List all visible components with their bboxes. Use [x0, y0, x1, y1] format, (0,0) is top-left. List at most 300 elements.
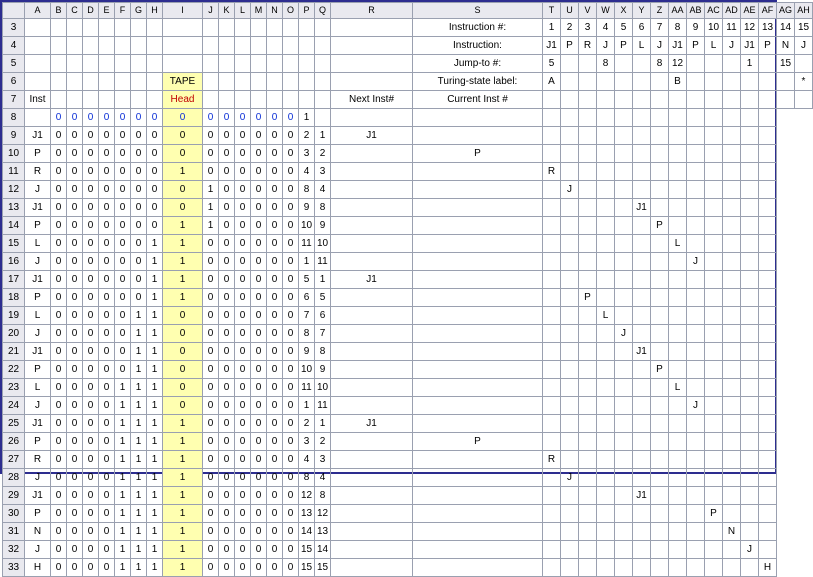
head-cell[interactable]: 0 [163, 181, 203, 199]
tape-cell-4[interactable]: 0 [99, 163, 115, 181]
next-instruction[interactable]: 8 [299, 325, 315, 343]
row-instruction[interactable]: P [25, 145, 51, 163]
state-mark-AE[interactable] [705, 469, 723, 487]
column-header-K[interactable]: K [219, 3, 235, 19]
state-mark-AD[interactable] [687, 325, 705, 343]
state-mark-AE[interactable] [705, 127, 723, 145]
state-mark-U[interactable] [413, 541, 543, 559]
tape-cell-6[interactable]: 0 [131, 271, 147, 289]
tape-cell-1[interactable]: 0 [51, 127, 67, 145]
state-mark-Z[interactable] [615, 199, 633, 217]
row-header-10[interactable]: 10 [3, 145, 25, 163]
state-mark-W[interactable]: J [561, 469, 579, 487]
cell-blank[interactable] [299, 73, 315, 91]
instruction-number-AH[interactable]: 15 [795, 19, 813, 37]
state-mark-W[interactable] [561, 145, 579, 163]
next-instruction[interactable]: 15 [299, 541, 315, 559]
table-row[interactable] [3, 127, 813, 145]
state-mark-AC[interactable] [669, 523, 687, 541]
state-mark-AF[interactable] [723, 361, 741, 379]
state-mark-AD[interactable] [687, 145, 705, 163]
head-cell[interactable]: 0 [163, 307, 203, 325]
state-mark-X[interactable] [579, 469, 597, 487]
current-instruction[interactable]: 13 [315, 523, 331, 541]
cell-blank[interactable] [219, 91, 235, 109]
table-row[interactable] [3, 487, 813, 505]
tape-cell-12[interactable]: 0 [251, 505, 267, 523]
state-mark-AE[interactable] [705, 487, 723, 505]
tape-cell-1[interactable]: 0 [51, 379, 67, 397]
state-mark-AH[interactable] [759, 433, 777, 451]
column-header-AG[interactable]: AG [777, 3, 795, 19]
state-mark-AD[interactable] [687, 379, 705, 397]
tape-cell-12[interactable]: 0 [251, 469, 267, 487]
state-mark-X[interactable] [579, 307, 597, 325]
tape-cell-11[interactable]: 0 [235, 325, 251, 343]
state-mark-AA[interactable] [633, 307, 651, 325]
jump-to-AD[interactable] [723, 55, 741, 73]
state-mark-AE[interactable] [705, 181, 723, 199]
state-mark-U[interactable] [413, 271, 543, 289]
cell-blank-X[interactable] [615, 91, 633, 109]
cell-blank[interactable] [25, 73, 51, 91]
tape-cell-10[interactable]: 0 [219, 451, 235, 469]
tape-cell-2[interactable]: 0 [67, 253, 83, 271]
table-row[interactable] [3, 325, 813, 343]
tape-cell-6[interactable]: 0 [131, 109, 147, 127]
tape-cell-14[interactable]: 0 [283, 235, 299, 253]
state-mark-AH[interactable]: H [759, 559, 777, 577]
table-row[interactable] [3, 307, 813, 325]
tape-cell-4[interactable]: 0 [99, 487, 115, 505]
jump-to-AB[interactable] [687, 55, 705, 73]
state-mark-AB[interactable] [651, 235, 669, 253]
tape-cell-13[interactable]: 0 [267, 253, 283, 271]
state-mark-AA[interactable] [633, 145, 651, 163]
state-mark-U[interactable] [413, 505, 543, 523]
state-mark-AG[interactable] [741, 361, 759, 379]
current-instruction[interactable] [315, 109, 331, 127]
state-mark-Y[interactable] [597, 271, 615, 289]
state-mark-AC[interactable] [669, 397, 687, 415]
state-mark-AE[interactable] [705, 433, 723, 451]
state-mark-Z[interactable] [615, 289, 633, 307]
state-mark-AG[interactable] [741, 127, 759, 145]
state-mark-AD[interactable] [687, 523, 705, 541]
current-instruction[interactable]: 5 [315, 289, 331, 307]
state-mark-AB[interactable] [651, 487, 669, 505]
tape-cell-6[interactable]: 0 [131, 289, 147, 307]
tape-cell-1[interactable]: 0 [51, 235, 67, 253]
state-mark-AB[interactable] [651, 415, 669, 433]
tape-cell-1[interactable]: 0 [51, 397, 67, 415]
state-mark-V[interactable] [543, 469, 561, 487]
current-instruction[interactable]: 8 [315, 487, 331, 505]
state-mark-Y[interactable] [597, 433, 615, 451]
instruction-number-V[interactable]: 3 [579, 19, 597, 37]
tape-cell-2[interactable]: 0 [67, 523, 83, 541]
state-mark-AG[interactable] [741, 163, 759, 181]
turing-state-W[interactable] [597, 73, 615, 91]
tape-cell-2[interactable]: 0 [67, 307, 83, 325]
tape-cell-3[interactable]: 0 [83, 559, 99, 577]
tape-cell-3[interactable]: 0 [83, 235, 99, 253]
state-mark-AA[interactable] [633, 325, 651, 343]
state-mark-AF[interactable] [723, 451, 741, 469]
state-mark-AD[interactable] [687, 361, 705, 379]
tape-cell-10[interactable]: 0 [219, 433, 235, 451]
state-mark-V[interactable] [543, 541, 561, 559]
state-mark-AD[interactable] [687, 505, 705, 523]
state-mark-AC[interactable]: L [669, 379, 687, 397]
column-header-D[interactable]: D [83, 3, 99, 19]
row-instruction[interactable]: H [25, 559, 51, 577]
state-mark-W[interactable] [561, 415, 579, 433]
current-instruction[interactable]: 1 [315, 271, 331, 289]
tape-cell-2[interactable]: 0 [67, 127, 83, 145]
state-mark-AA[interactable] [633, 469, 651, 487]
state-mark-Z[interactable] [615, 559, 633, 577]
tape-cell-14[interactable]: 0 [283, 217, 299, 235]
state-mark-Y[interactable] [597, 523, 615, 541]
column-header-AE[interactable]: AE [741, 3, 759, 19]
state-mark-Y[interactable] [597, 379, 615, 397]
state-mark-AB[interactable] [651, 559, 669, 577]
tape-cell-7[interactable]: 1 [147, 253, 163, 271]
table-row[interactable] [3, 415, 813, 433]
cell-blank-W[interactable] [597, 91, 615, 109]
tape-cell-7[interactable]: 1 [147, 523, 163, 541]
state-mark-AG[interactable] [741, 181, 759, 199]
column-header-Z[interactable]: Z [651, 3, 669, 19]
state-mark-AF[interactable] [723, 199, 741, 217]
tape-cell-5[interactable]: 0 [115, 307, 131, 325]
tape-cell-10[interactable]: 0 [219, 415, 235, 433]
state-mark-Y[interactable] [597, 127, 615, 145]
current-instruction[interactable]: 4 [315, 181, 331, 199]
state-mark-AD[interactable] [687, 469, 705, 487]
tape-cell-13[interactable]: 0 [267, 307, 283, 325]
tape-cell-12[interactable]: 0 [251, 235, 267, 253]
cell-blank[interactable] [315, 19, 331, 37]
head-cell[interactable]: 1 [163, 253, 203, 271]
tape-cell-3[interactable]: 0 [83, 163, 99, 181]
state-mark-W[interactable] [561, 523, 579, 541]
state-mark-T[interactable] [331, 469, 413, 487]
tape-cell-12[interactable]: 0 [251, 181, 267, 199]
tape-cell-13[interactable]: 0 [267, 235, 283, 253]
column-header-AB[interactable]: AB [687, 3, 705, 19]
tape-cell-4[interactable]: 0 [99, 343, 115, 361]
cell-blank[interactable] [131, 55, 147, 73]
state-mark-AD[interactable] [687, 451, 705, 469]
row-instruction[interactable]: J [25, 469, 51, 487]
jump-to-AF[interactable] [759, 55, 777, 73]
state-mark-W[interactable] [561, 217, 579, 235]
turing-state-U[interactable] [561, 73, 579, 91]
tape-cell-11[interactable]: 0 [235, 289, 251, 307]
row-instruction[interactable]: J1 [25, 343, 51, 361]
tape-cell-3[interactable]: 0 [83, 523, 99, 541]
state-mark-AD[interactable] [687, 217, 705, 235]
row-header-12[interactable]: 12 [3, 181, 25, 199]
turing-state-AC[interactable] [705, 73, 723, 91]
tape-cell-7[interactable]: 1 [147, 487, 163, 505]
next-instruction[interactable]: 14 [299, 523, 315, 541]
state-mark-U[interactable] [413, 199, 543, 217]
current-instruction[interactable]: 7 [315, 325, 331, 343]
state-mark-AF[interactable] [723, 253, 741, 271]
current-instruction[interactable]: 2 [315, 433, 331, 451]
tape-cell-14[interactable]: 0 [283, 181, 299, 199]
state-mark-W[interactable] [561, 505, 579, 523]
state-mark-V[interactable] [543, 199, 561, 217]
tape-cell-1[interactable]: 0 [51, 145, 67, 163]
tape-cell-11[interactable]: 0 [235, 163, 251, 181]
cell-blank[interactable] [83, 73, 99, 91]
state-mark-AB[interactable] [651, 199, 669, 217]
tape-cell-3[interactable]: 0 [83, 451, 99, 469]
tape-cell-9[interactable]: 0 [203, 361, 219, 379]
state-mark-AC[interactable] [669, 451, 687, 469]
head-cell[interactable]: 0 [163, 361, 203, 379]
tape-cell-4[interactable]: 0 [99, 361, 115, 379]
state-mark-Z[interactable] [615, 217, 633, 235]
cell-blank[interactable] [331, 73, 413, 91]
tape-cell-5[interactable]: 0 [115, 127, 131, 145]
state-mark-AC[interactable]: L [669, 235, 687, 253]
tape-cell-12[interactable]: 0 [251, 397, 267, 415]
cell-blank[interactable] [115, 55, 131, 73]
tape-cell-5[interactable]: 1 [115, 397, 131, 415]
state-mark-AA[interactable] [633, 271, 651, 289]
jump-to-AA[interactable]: 12 [669, 55, 687, 73]
state-mark-AH[interactable] [759, 253, 777, 271]
tape-cell-4[interactable]: 0 [99, 541, 115, 559]
head-cell[interactable]: 0 [163, 397, 203, 415]
state-mark-AC[interactable] [669, 289, 687, 307]
next-instruction[interactable]: 4 [299, 163, 315, 181]
tape-cell-2[interactable]: 0 [67, 397, 83, 415]
tape-cell-1[interactable]: 0 [51, 415, 67, 433]
tape-cell-12[interactable]: 0 [251, 487, 267, 505]
instruction-number-AE[interactable]: 12 [741, 19, 759, 37]
state-mark-AC[interactable] [669, 559, 687, 577]
tape-cell-9[interactable]: 0 [203, 415, 219, 433]
tape-cell-1[interactable]: 0 [51, 361, 67, 379]
tape-cell-14[interactable]: 0 [283, 163, 299, 181]
tape-cell-6[interactable]: 0 [131, 253, 147, 271]
tape-cell-1[interactable]: 0 [51, 253, 67, 271]
state-mark-AF[interactable] [723, 397, 741, 415]
turing-state-T[interactable]: A [543, 73, 561, 91]
state-mark-X[interactable]: P [579, 289, 597, 307]
state-mark-Z[interactable] [615, 523, 633, 541]
tape-cell-14[interactable]: 0 [283, 271, 299, 289]
state-mark-AE[interactable] [705, 307, 723, 325]
state-mark-AF[interactable] [723, 325, 741, 343]
state-mark-AB[interactable] [651, 253, 669, 271]
state-mark-U[interactable] [413, 109, 543, 127]
tape-cell-14[interactable]: 0 [283, 109, 299, 127]
cell-blank[interactable] [235, 19, 251, 37]
cell-blank[interactable] [83, 55, 99, 73]
state-mark-AB[interactable] [651, 127, 669, 145]
state-mark-U[interactable] [413, 289, 543, 307]
row-instruction[interactable]: R [25, 451, 51, 469]
state-mark-AF[interactable] [723, 487, 741, 505]
state-mark-X[interactable] [579, 163, 597, 181]
state-mark-AF[interactable] [723, 217, 741, 235]
cell-blank[interactable] [51, 91, 67, 109]
tape-cell-14[interactable]: 0 [283, 253, 299, 271]
state-mark-AC[interactable] [669, 343, 687, 361]
state-mark-AA[interactable] [633, 253, 651, 271]
state-mark-V[interactable] [543, 271, 561, 289]
tape-cell-14[interactable]: 0 [283, 307, 299, 325]
jump-to-AG[interactable]: 15 [777, 55, 795, 73]
tape-cell-4[interactable]: 0 [99, 397, 115, 415]
tape-cell-4[interactable]: 0 [99, 433, 115, 451]
state-mark-AB[interactable] [651, 145, 669, 163]
state-mark-AH[interactable] [759, 271, 777, 289]
state-mark-U[interactable]: P [413, 433, 543, 451]
tape-cell-4[interactable]: 0 [99, 181, 115, 199]
tape-cell-12[interactable]: 0 [251, 541, 267, 559]
tape-cell-5[interactable]: 1 [115, 469, 131, 487]
state-mark-AG[interactable] [741, 415, 759, 433]
instruction-U[interactable]: P [561, 37, 579, 55]
tape-cell-2[interactable]: 0 [67, 487, 83, 505]
state-mark-V[interactable] [543, 379, 561, 397]
tape-cell-4[interactable]: 0 [99, 271, 115, 289]
state-mark-AD[interactable] [687, 289, 705, 307]
instruction-AF[interactable]: P [759, 37, 777, 55]
state-mark-AG[interactable] [741, 235, 759, 253]
tape-cell-10[interactable]: 0 [219, 523, 235, 541]
cell-blank[interactable] [67, 73, 83, 91]
tape-cell-5[interactable]: 1 [115, 505, 131, 523]
state-mark-X[interactable] [579, 541, 597, 559]
tape-cell-4[interactable]: 0 [99, 559, 115, 577]
state-mark-AC[interactable] [669, 505, 687, 523]
cell-blank[interactable] [25, 19, 51, 37]
spreadsheet-grid[interactable] [2, 2, 813, 577]
cell-blank[interactable] [299, 55, 315, 73]
tape-cell-5[interactable]: 1 [115, 433, 131, 451]
state-mark-W[interactable] [561, 109, 579, 127]
state-mark-AA[interactable] [633, 127, 651, 145]
tape-cell-5[interactable]: 1 [115, 415, 131, 433]
grid-corner[interactable] [3, 3, 25, 19]
tape-cell-7[interactable]: 1 [147, 271, 163, 289]
tape-cell-2[interactable]: 0 [67, 325, 83, 343]
row-header-22[interactable]: 22 [3, 361, 25, 379]
cell-blank-AA[interactable] [669, 91, 687, 109]
tape-cell-12[interactable]: 0 [251, 415, 267, 433]
tape-cell-10[interactable]: 0 [219, 343, 235, 361]
tape-cell-5[interactable]: 1 [115, 559, 131, 577]
state-mark-W[interactable]: J [561, 181, 579, 199]
row-instruction[interactable]: J [25, 253, 51, 271]
state-mark-X[interactable] [579, 433, 597, 451]
row-header-29[interactable]: 29 [3, 487, 25, 505]
state-mark-AE[interactable] [705, 325, 723, 343]
state-mark-T[interactable] [331, 379, 413, 397]
state-mark-Z[interactable] [615, 433, 633, 451]
state-mark-AA[interactable] [633, 379, 651, 397]
tape-cell-14[interactable]: 0 [283, 487, 299, 505]
tape-cell-14[interactable]: 0 [283, 541, 299, 559]
cell-blank[interactable] [219, 55, 235, 73]
state-mark-X[interactable] [579, 217, 597, 235]
tape-cell-14[interactable]: 0 [283, 415, 299, 433]
head-cell[interactable]: 0 [163, 199, 203, 217]
row-header-19[interactable]: 19 [3, 307, 25, 325]
tape-cell-1[interactable]: 0 [51, 343, 67, 361]
column-header-W[interactable]: W [597, 3, 615, 19]
jump-to-X[interactable] [615, 55, 633, 73]
tape-cell-14[interactable]: 0 [283, 523, 299, 541]
state-mark-AG[interactable] [741, 379, 759, 397]
tape-cell-14[interactable]: 0 [283, 325, 299, 343]
state-mark-AF[interactable] [723, 145, 741, 163]
tape-cell-1[interactable]: 0 [51, 523, 67, 541]
state-mark-AF[interactable] [723, 127, 741, 145]
state-mark-Z[interactable]: J [615, 325, 633, 343]
turing-state-Y[interactable] [633, 73, 651, 91]
instruction-AC[interactable]: L [705, 37, 723, 55]
instruction-W[interactable]: J [597, 37, 615, 55]
tape-cell-2[interactable]: 0 [67, 379, 83, 397]
tape-cell-3[interactable]: 0 [83, 469, 99, 487]
row-instruction[interactable]: J1 [25, 127, 51, 145]
state-mark-V[interactable] [543, 253, 561, 271]
state-mark-AE[interactable] [705, 289, 723, 307]
row-instruction[interactable] [25, 109, 51, 127]
column-header-I[interactable]: I [163, 3, 203, 19]
tape-cell-13[interactable]: 0 [267, 505, 283, 523]
next-instruction[interactable]: 8 [299, 469, 315, 487]
state-mark-AF[interactable] [723, 163, 741, 181]
state-mark-AE[interactable] [705, 379, 723, 397]
state-mark-X[interactable] [579, 253, 597, 271]
tape-cell-3[interactable]: 0 [83, 181, 99, 199]
next-instruction[interactable]: 1 [299, 397, 315, 415]
head-cell[interactable]: 1 [163, 505, 203, 523]
cell-blank[interactable] [299, 37, 315, 55]
tape-cell-1[interactable]: 0 [51, 307, 67, 325]
instruction-AE[interactable]: J1 [741, 37, 759, 55]
current-instruction[interactable]: 15 [315, 559, 331, 577]
tape-cell-1[interactable]: 0 [51, 181, 67, 199]
table-row[interactable] [3, 289, 813, 307]
row-instruction[interactable]: J1 [25, 199, 51, 217]
tape-cell-6[interactable]: 1 [131, 307, 147, 325]
state-mark-T[interactable] [331, 325, 413, 343]
instruction-number-AD[interactable]: 11 [723, 19, 741, 37]
state-mark-AC[interactable] [669, 487, 687, 505]
instruction-Z[interactable]: J [651, 37, 669, 55]
cell-blank[interactable] [67, 19, 83, 37]
head-cell[interactable]: 1 [163, 451, 203, 469]
state-mark-Z[interactable] [615, 235, 633, 253]
state-mark-AD[interactable]: J [687, 253, 705, 271]
cell-blank[interactable] [299, 91, 315, 109]
state-mark-W[interactable] [561, 433, 579, 451]
state-mark-AF[interactable] [723, 415, 741, 433]
state-mark-X[interactable] [579, 487, 597, 505]
